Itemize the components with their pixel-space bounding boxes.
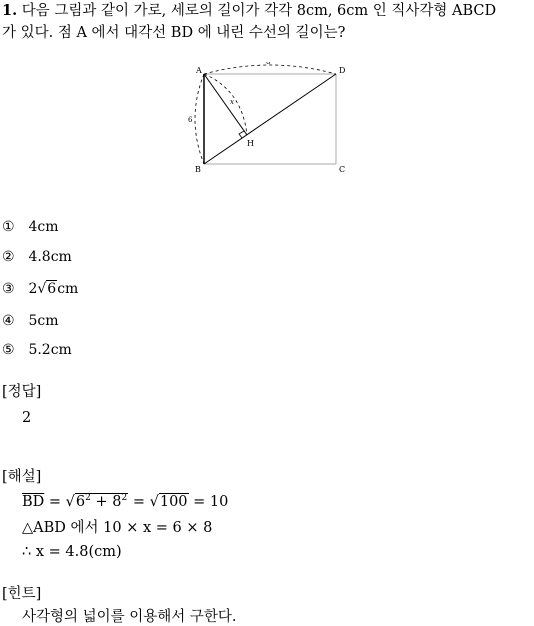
label-d: D — [339, 66, 346, 75]
arc-top — [204, 65, 336, 74]
radicand-a: 6 — [75, 494, 86, 510]
choice-text-1: 4cm — [28, 219, 59, 235]
plus-sign: + — [90, 494, 113, 510]
rectangle-diagram — [184, 62, 354, 177]
question-line-1 — [2, 2, 496, 20]
sqrt-symbol-1: $√6^2 + 8^2$ — [65, 493, 128, 510]
label-side-top: 8 — [266, 62, 271, 66]
choice-2[interactable] — [2, 248, 72, 266]
label-a: A — [196, 66, 202, 75]
choice-4[interactable] — [2, 312, 58, 330]
label-b: B — [195, 165, 201, 174]
question-text-1: 다음 그림과 같이 가로, 세로의 길이가 각각 8cm, 6cm 인 직사각형 ABCD — [21, 3, 497, 19]
answer-label: [정답] — [2, 384, 42, 400]
choice-3-coef: 2 — [28, 281, 38, 297]
question-text-2: 가 있다. 점 A 에서 대각선 BD 에 내린 수선의 길이는? — [2, 25, 346, 41]
equals-1: = — [44, 494, 66, 510]
question-number: 1. — [2, 2, 18, 19]
exp-a: 2 — [85, 493, 91, 504]
hint-label: [힌트] — [2, 586, 42, 602]
choice-mark-4: ④ — [2, 313, 15, 329]
rectangle-figure — [184, 62, 354, 181]
choice-text-4: 5cm — [28, 313, 59, 329]
equals-2: = — [128, 494, 150, 510]
choice-mark-1: ① — [2, 219, 15, 235]
perpendicular-ah — [204, 74, 247, 135]
radicand-c: 100 — [159, 494, 188, 510]
question-line-2 — [2, 24, 345, 42]
label-side-left: 6 — [188, 116, 193, 124]
choice-text-2: 4.8cm — [28, 249, 72, 265]
label-perp: x — [230, 98, 234, 106]
choice-mark-3: ③ — [2, 281, 15, 297]
sqrt-symbol-2: √100 — [149, 494, 188, 510]
hint-text: 사각형의 넓이를 이용해서 구한다. — [22, 609, 237, 625]
explanation-label: [해설] — [2, 469, 42, 485]
choice-3-unit: cm — [57, 281, 79, 297]
choice-mark-2: ② — [2, 249, 15, 265]
diagonal-bd — [204, 74, 336, 164]
choice-1[interactable] — [2, 218, 58, 236]
choice-5[interactable] — [2, 341, 72, 359]
label-h: H — [247, 139, 254, 148]
equals-3: = 10 — [188, 494, 229, 510]
segment-bd: $\overline{BD}$ — [22, 494, 45, 510]
choice-text-5: 5.2cm — [28, 342, 72, 358]
answer-value: 2 — [22, 410, 32, 426]
choice-mark-5: ⑤ — [2, 342, 15, 358]
sqrt-symbol: √6 — [37, 281, 57, 297]
exp-b: 2 — [121, 493, 128, 504]
radicand-b: 8 — [112, 494, 122, 510]
choice-3[interactable] — [2, 280, 78, 298]
label-c: C — [339, 165, 346, 174]
explanation-line-2: △ABD 에서 10 × x = 6 × 8 — [22, 520, 213, 536]
arc-left — [195, 74, 204, 164]
radicand-sum — [75, 493, 128, 510]
choice-text-3 — [28, 281, 78, 297]
explanation-line-1 — [22, 493, 228, 511]
choice-3-radicand: 6 — [47, 281, 57, 297]
explanation-line-3: ∴ x = 4.8(cm) — [22, 544, 122, 560]
